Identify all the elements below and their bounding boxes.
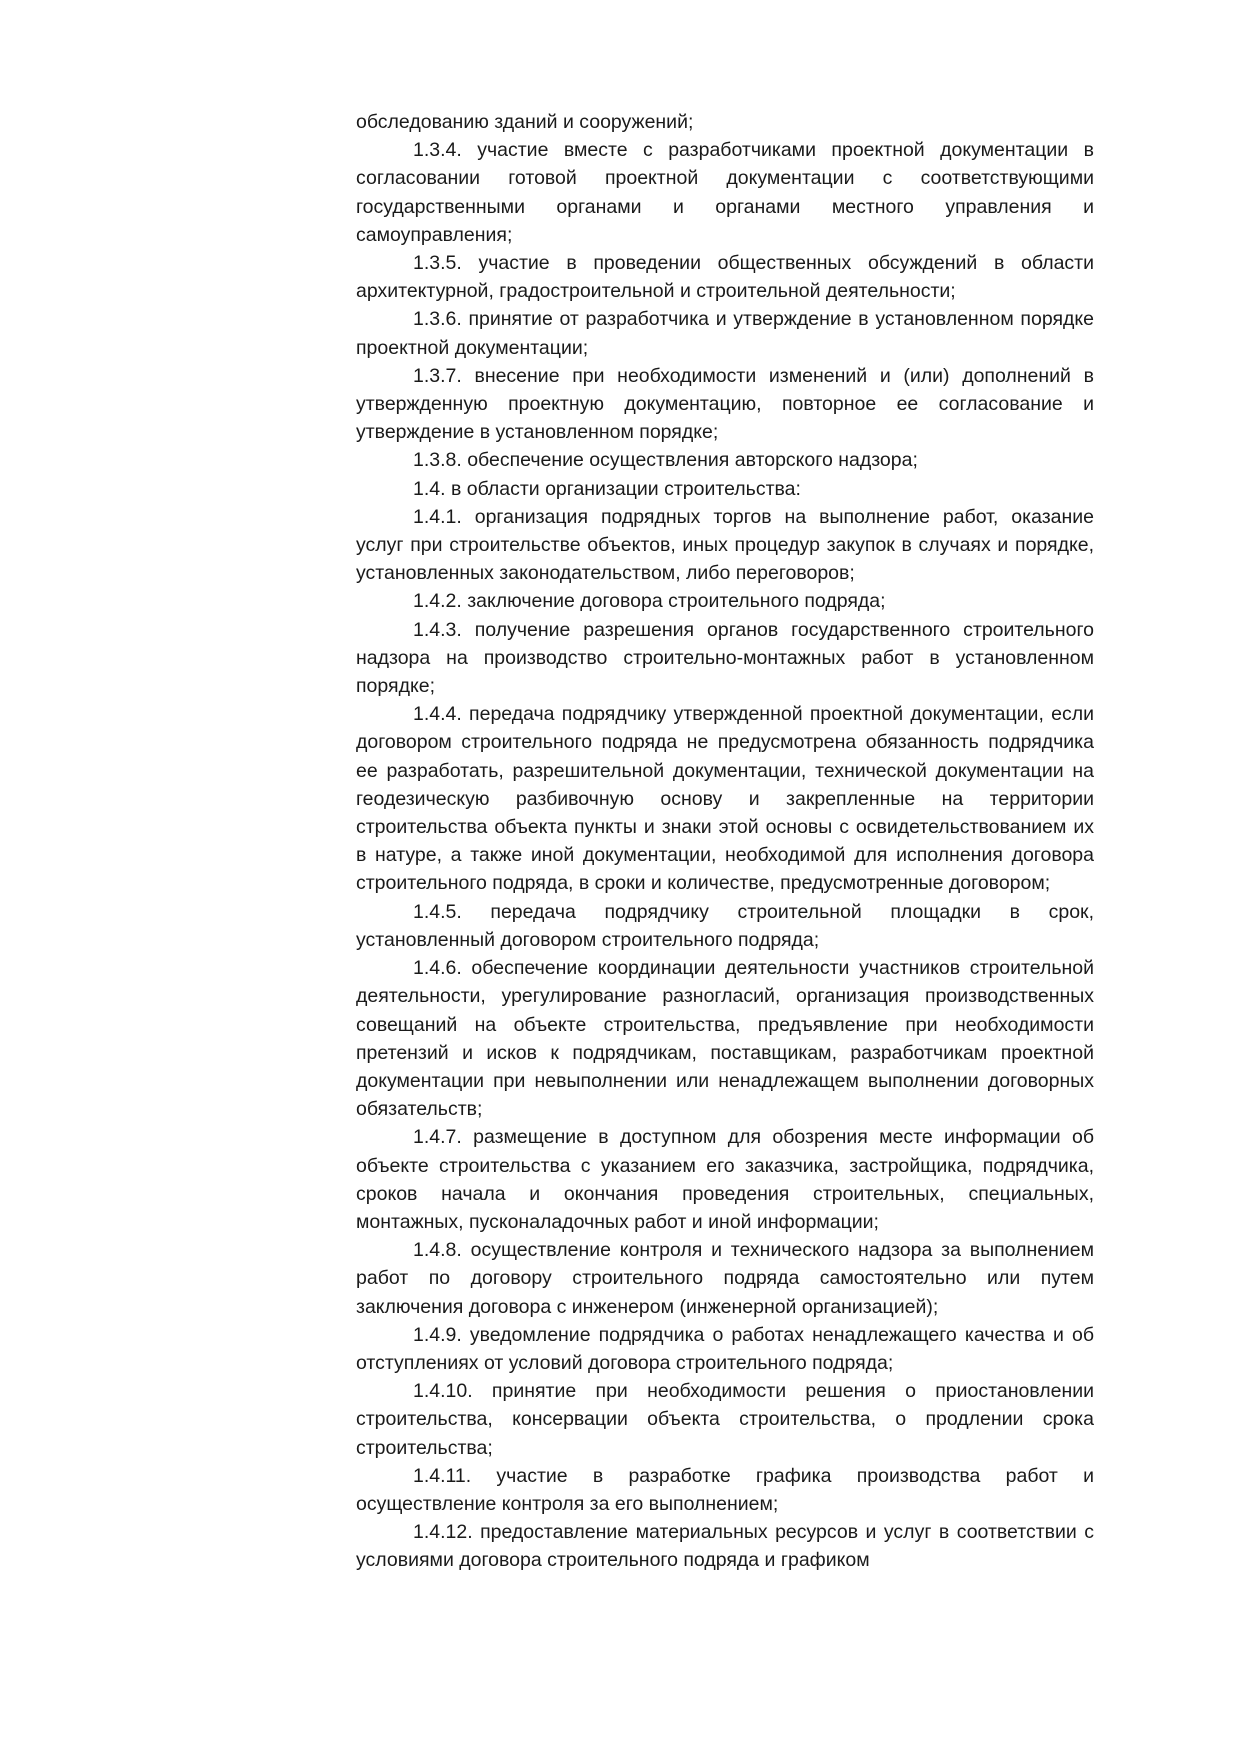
paragraph-1-4-10: 1.4.10. принятие при необходимости решения о приостановлении строительства, консервации объекта строительства, о продлении срока строительства;: [356, 1380, 1094, 1459]
document-page: [356, 108, 1094, 1575]
paragraph-1-4-8: 1.4.8. осуществление контроля и технического надзора за выполнением работ по договору строительного подряда самостоятельно или путем заключения договора с инженером (инженерной организацией);: [356, 1239, 1094, 1318]
paragraph-1-4-5: 1.4.5. передача подрядчику строительной площадки в срок, установленный договором строительного подряда;: [356, 900, 1094, 951]
paragraph-1-3-7: 1.3.7. внесение при необходимости изменений и (или) дополнений в утвержденную проектную документацию, повторное ее согласование и утверждение в установленном порядке;: [356, 364, 1094, 444]
paragraph-1-3-4: 1.3.4. участие вместе с разработчиками проектной документации в согласовании готовой проектной документации с соответствующими государственными органами и органами местного управления и самоуправления;: [356, 139, 1094, 246]
paragraph-1-3-6: 1.3.6. принятие от разработчика и утверждение в установленном порядке проектной документации;: [356, 308, 1094, 359]
paragraph-1-3-8: 1.3.8. обеспечение осуществления авторского надзора;: [413, 449, 918, 472]
paragraph-continuation: обследованию зданий и сооружений;: [356, 111, 694, 133]
paragraph-1-3-5: 1.3.5. участие в проведении общественных обсуждений в области архитектурной, градостроительной и строительной деятельности;: [356, 252, 1094, 303]
paragraph-1-4-4: 1.4.4. передача подрядчику утвержденной проектной документации, если договором строительного подряда не предусмотрена обязанность подрядчика ее разработать, разрешительной документации, технической документации на геодезическую разбивочную основу и закрепленные на территории строительства объекта пункты и знаки этой основы с освидетельствованием их в натуре, а также иной документации, необходимой для исполнения договора строительного подряда, в сроки и количестве, предусмотренные договором;: [356, 703, 1094, 895]
paragraph-1-4-7: 1.4.7. размещение в доступном для обозрения месте информации об объекте строительства с указанием его заказчика, застройщика, подрядчика, сроков начала и окончания проведения строительных, специальных, монтажных, пусконаладочных работ и иной информации;: [356, 1126, 1094, 1233]
paragraph-1-4-3: 1.4.3. получение разрешения органов государственного строительного надзора на производство строительно-монтажных работ в установленном порядке;: [356, 618, 1094, 698]
paragraph-1-4-1: 1.4.1. организация подрядных торгов на выполнение работ, оказание услуг при строительстве объектов, иных процедур закупок в случаях и порядке, установленных законодательством, либо переговоров;: [356, 505, 1094, 585]
paragraph-1-4-12: 1.4.12. предоставление материальных ресурсов и услуг в соответствии с условиями договора строительного подряда и графиком: [356, 1521, 1094, 1572]
paragraph-1-4-11: 1.4.11. участие в разработке графика производства работ и осуществление контроля за его выполнением;: [356, 1464, 1094, 1515]
paragraph-1-4-6: 1.4.6. обеспечение координации деятельности участников строительной деятельности, урегулирование разногласий, организация производственных совещаний на объекте строительства, предъявление при необходимости претензий и исков к подрядчикам, поставщикам, разработчикам проектной документации при невыполнении или ненадлежащем выполнении договорных обязательств;: [356, 957, 1094, 1121]
paragraph-1-4-9: 1.4.9. уведомление подрядчика о работах ненадлежащего качества и об отступлениях от условий договора строительного подряда;: [356, 1323, 1094, 1374]
paragraph-1-4-2: 1.4.2. заключение договора строительного подряда;: [413, 590, 886, 613]
section-heading-1-4: 1.4. в области организации строительства:: [413, 477, 801, 500]
